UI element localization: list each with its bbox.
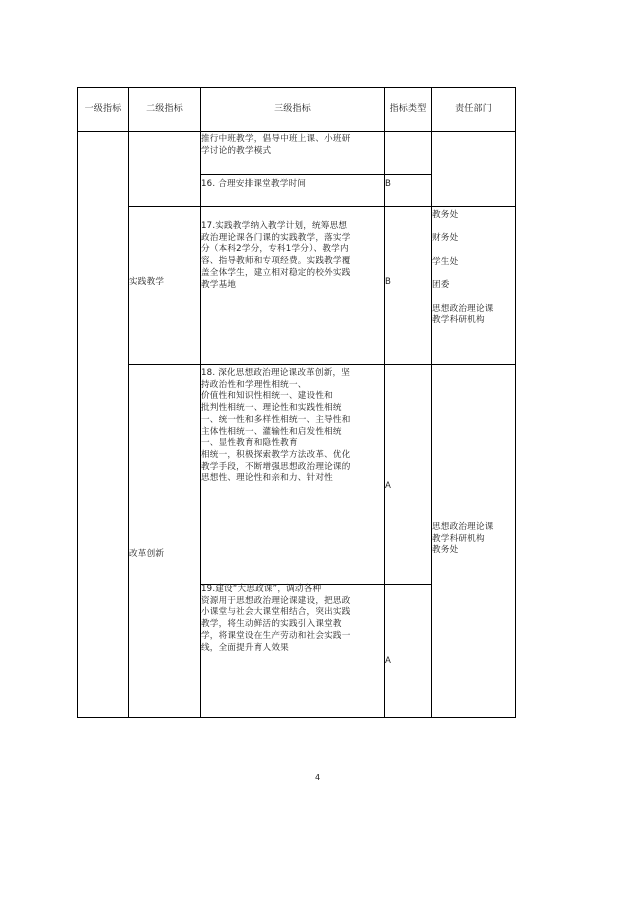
- header-level1: 一级指标: [84, 104, 122, 114]
- table-border-top: [77, 87, 516, 88]
- table-border-right: [515, 87, 516, 718]
- level3-cell: 18. 深化思想政治理论课改革创新，坚 持政治性和学理性相统一、 价值性和知识性相统一、建设性和 批判性相统一、理论性和实践性相统 一、统一性和多样性相统一、主导性和 主体性相统一、灌输性和启发性相统 一、显性教育和隐性教育 相统一，积极探索教学方法改革、优化 教学手段，不断增强思想政治理论课的 思想性、理论性和亲和力、针对性: [201, 368, 351, 484]
- type-cell: B: [385, 179, 392, 189]
- type-cell: B: [385, 277, 392, 287]
- table-border-bottom: [77, 717, 516, 718]
- header-level3: 三级指标: [274, 104, 311, 114]
- level3-cell: 推行中班教学，倡导中班上课、小班研 学讨论的教学模式: [201, 134, 351, 156]
- header-type: 指标类型: [389, 104, 427, 114]
- level3-cell: 17.实践教学纳入教学计划，统筹思想 政治理论课各门课的实践教学，落实学 分（本科2学分，专科1学分）、教学内 容、指导教师和专项经费。实践教学覆 盖全体学生，建立相对稳定的校外实践 教学基地: [201, 221, 351, 290]
- header-level2: 二级指标: [146, 104, 183, 114]
- header-divider: [77, 131, 516, 132]
- type-cell: A: [385, 481, 392, 491]
- level3-cell: 16. 合理安排课堂教学时间: [201, 179, 307, 189]
- column-divider: [128, 87, 129, 718]
- table-border-left: [77, 87, 78, 718]
- dept-cell: 教务处 财务处 学生处 团委 思想政治理论课 教学科研机构: [432, 210, 494, 326]
- type-cell: A: [385, 656, 392, 666]
- row-divider: [128, 364, 516, 365]
- row-divider: [200, 174, 431, 175]
- header-dept: 责任部门: [455, 104, 492, 114]
- column-divider: [431, 87, 432, 718]
- page-number: 4: [314, 773, 321, 782]
- level3-cell: 19.建设“大思政课”，调动各种 资源用于思想政治理论课建设，把思政 小课堂与社会大课堂相结合，突出实践 教学，将生动鲜活的实践引入课堂教 学，将课堂设在生产劳动和社会实践一 线，全面提升育人效果: [201, 584, 351, 653]
- dept-cell: 思想政治理论课 教学科研机构 教务处: [432, 522, 494, 556]
- level2-cell: 改革创新: [129, 549, 165, 559]
- level2-cell: 实践教学: [129, 277, 165, 287]
- row-divider: [128, 206, 516, 207]
